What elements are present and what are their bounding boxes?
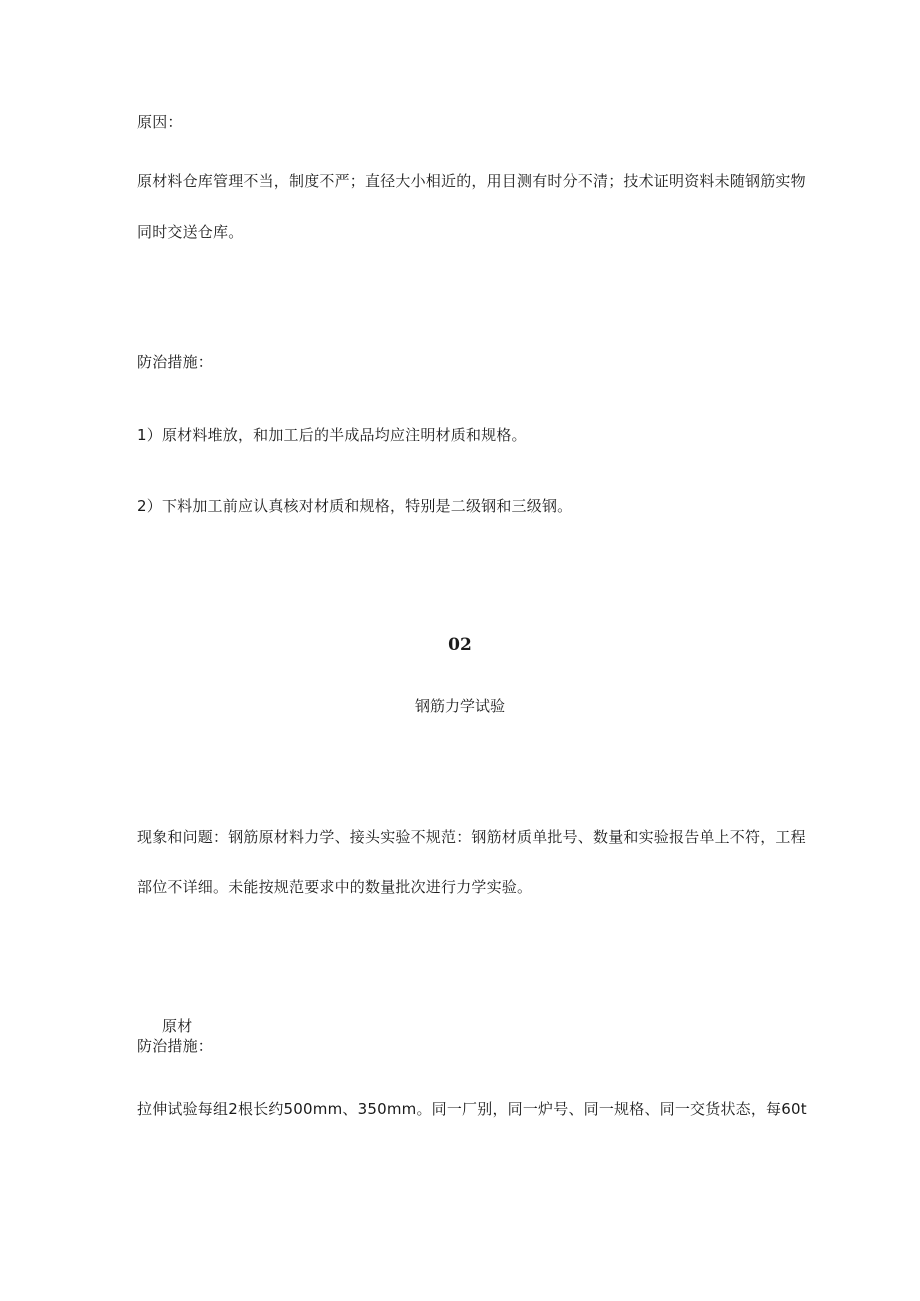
prevention2-text: 拉伸试验每组2根长约500mm、350mm。同一厂别，同一炉号、同一规格、同一交货状态，每60t (137, 1100, 807, 1118)
prevention-item-2: 2）下料加工前应认真核对材质和规格，特别是二级钢和三级钢。 (137, 497, 573, 515)
cause-heading: 原因： (137, 113, 183, 131)
section-number: 02 (448, 635, 472, 655)
prevention2-heading: 防治措施： (137, 1037, 214, 1055)
section-title: 钢筋力学试验 (414, 697, 505, 715)
prevention-item-1: 1）原材料堆放，和加工后的半成品均应注明材质和规格。 (137, 426, 527, 444)
prevention-heading: 防治措施： (137, 353, 214, 371)
cause-line-2: 同时交送仓库。 (137, 223, 244, 241)
phenomenon-line-1: 现象和问题：钢筋原材料力学、接头实验不规范：钢筋材质单批号、数量和实验报告单上不符，工程 (137, 828, 806, 846)
cause-line-1: 原材料仓库管理不当，制度不严；直径大小相近的，用目测有时分不清；技术证明资料未随钢筋实物 (137, 172, 806, 190)
prevention2-sub-label: 原材 (162, 1017, 193, 1035)
phenomenon-line-2: 部位不详细。未能按规范要求中的数量批次进行力学实验。 (137, 878, 533, 896)
